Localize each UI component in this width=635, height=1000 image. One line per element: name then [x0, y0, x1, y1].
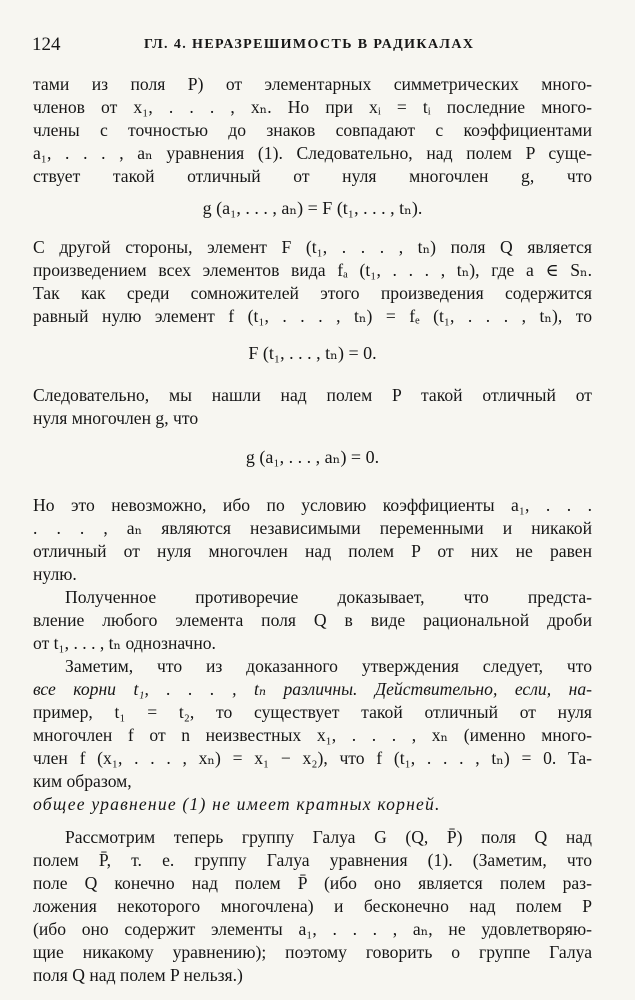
text-line: вление любого элемента поля Q в виде рациональной дроби — [33, 610, 592, 630]
text-line: многочлен f от n неизвестных x₁, . . . , xₙ (именно много- — [33, 725, 592, 745]
text-line: ложения некоторого многочлена) и бесконечно над полем P — [33, 896, 592, 916]
text-line: полем P̄, т. е. группу Галуа уравнения (1). (Заметим, что — [33, 850, 592, 870]
text-line: от t₁, . . . , tₙ однозначно. — [33, 633, 216, 653]
text-line: член f (x₁, . . . , xₙ) = x₁ − x₂), что f (t₁, . . . , tₙ) = 0. Та- — [33, 748, 592, 768]
paragraph-first-line: Полученное противоречие доказывает, что предста- — [65, 587, 592, 607]
text-line: С другой стороны, элемент F (t₁, . . . , tₙ) поля Q является — [33, 237, 592, 257]
text-line: ким образом, — [33, 771, 132, 791]
text-line: члены с точностью до знаков совпадают с коэффициентами — [33, 120, 592, 140]
paragraph-first-line: Рассмотрим теперь группу Галуа G (Q, P̄) поля Q над — [65, 827, 592, 847]
emphasized-statement: общее уравнение (1) не имеет кратных корней. — [33, 794, 441, 814]
display-formula: g (a₁, . . . , aₙ) = F (t₁, . . . , tₙ). — [202, 198, 423, 218]
text-line: щие никакому уравнению); поэтому говорить о группе Галуа — [33, 942, 592, 962]
paragraph-first-line: Заметим, что из доказанного утверждения следует, что — [65, 656, 592, 676]
text-line: членов от x₁, . . . , xₙ. Но при xᵢ = tᵢ последние много- — [33, 97, 592, 117]
text-line: ствует такой отличный от нуля многочлен g, что — [33, 166, 592, 186]
text-line: отличный от нуля многочлен над полем P от них не равен — [33, 541, 592, 561]
text-line: . . . , aₙ являются независимыми переменными и никакой — [33, 518, 592, 538]
page-body — [33, 73, 592, 987]
text-line: все корни t₁, . . . , tₙ различны. Действительно, если, на- — [33, 679, 592, 699]
text-line: тами из поля P) от элементарных симметрических много- — [33, 74, 592, 94]
text-line: поле Q конечно над полем P̄ (ибо оно является полем раз- — [33, 873, 592, 893]
text-line: Но это невозможно, ибо по условию коэффициенты a₁, . . . — [33, 495, 592, 515]
text-line: поля Q над полем P нельзя.) — [33, 965, 243, 985]
text-line: Следовательно, мы нашли над полем P такой отличный от — [33, 385, 592, 405]
page-header — [32, 34, 592, 56]
running-head: ГЛ. 4. НЕРАЗРЕШИМОСТЬ В РАДИКАЛАХ — [144, 37, 475, 52]
text-line: пример, t₁ = t₂, то существует такой отличный от нуля — [33, 702, 592, 722]
display-formula: F (t₁, . . . , tₙ) = 0. — [248, 343, 377, 363]
page-number: 124 — [32, 34, 61, 55]
text-line: нуля многочлен g, что — [33, 408, 199, 428]
text-line: произведением всех элементов вида fₐ (t₁, . . . , tₙ), где a ∈ Sₙ. — [33, 260, 592, 280]
text-line: нулю. — [33, 564, 77, 584]
text-line: Так как среди сомножителей этого произведения содержится — [33, 283, 592, 303]
display-formula: g (a₁, . . . , aₙ) = 0. — [245, 447, 380, 467]
text-line: (ибо оно содержит элементы a₁, . . . , aₙ, не удовлетворяю- — [33, 919, 592, 939]
text-line: a₁, . . . , aₙ уравнения (1). Следовательно, над полем P суще- — [33, 143, 592, 163]
text-line: равный нулю элемент f (t₁, . . . , tₙ) = fₑ (t₁, . . . , tₙ), то — [33, 306, 592, 326]
